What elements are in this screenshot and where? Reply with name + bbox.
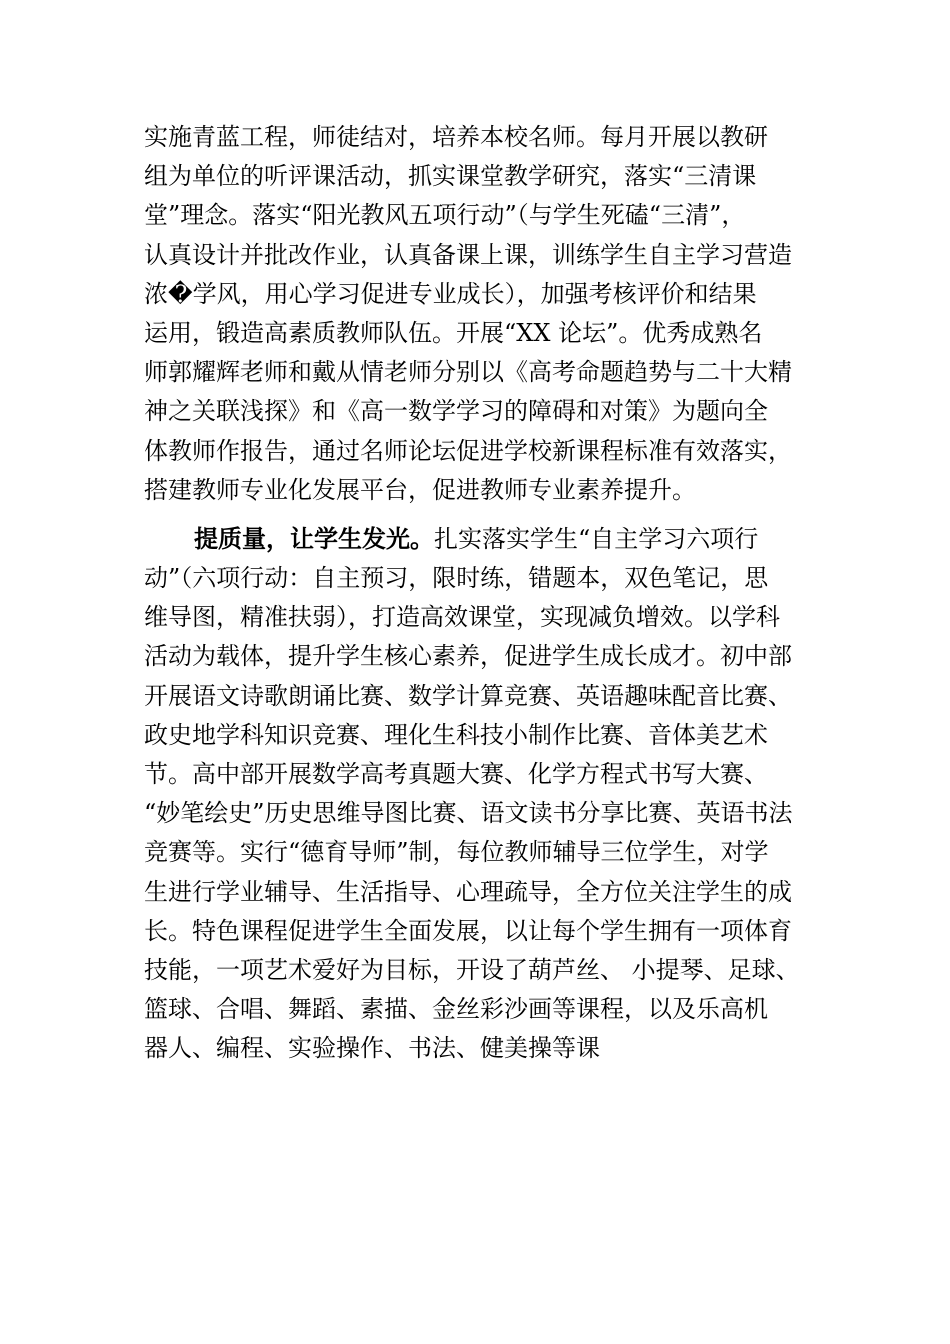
text-line: 生进行学业辅导、生活指导、心理疏导，全方位关注学生的成 xyxy=(144,877,792,906)
text-line: 堂”理念。落实“阳光教风五项行动”（与学生死磕“三清”， xyxy=(144,201,746,230)
text-line: 活动为载体，提升学生核心素养，促进学生成长成才。初中部 xyxy=(144,642,792,671)
text-line: 维导图，精准扶弱），打造高效课堂，实现减负增效。以学科 xyxy=(144,603,780,632)
text-line: 篮球、合唱、舞蹈、素描、金丝彩沙画等课程，以及乐高机 xyxy=(144,995,768,1024)
text-line: 神之关联浅探》和《高一数学学习的障碍和对策》为题向全 xyxy=(144,397,768,426)
text-line: 政史地学科知识竞赛、理化生科技小制作比赛、音体美艺术 xyxy=(144,720,768,749)
text-line: 动”（六项行动：自主预习，限时练，错题本，双色笔记，思 xyxy=(144,564,769,593)
text-line: 搭建教师专业化发展平台，促进教师专业素养提升。 xyxy=(144,475,696,504)
paragraph-heading: 提质量，让学生发光。 xyxy=(194,524,434,553)
text-line: 浓�学风，用心学习促进专业成长），加强考核评价和结果 xyxy=(144,279,757,308)
text-line: 节。高中部开展数学高考真题大赛、化学方程式书写大赛、 xyxy=(144,760,768,788)
text-line: 开展语文诗歌朗诵比赛、数学计算竞赛、英语趣味配音比赛、 xyxy=(144,681,792,710)
paragraph-first-line xyxy=(144,520,824,559)
text-line: 器人、编程、实验操作、书法、健美操等课 xyxy=(144,1034,600,1063)
text-line: 运用，锻造高素质教师队伍。开展“XX 论坛”。优秀成熟名 xyxy=(144,318,763,347)
text-segment: 扎实落实学生“自主学习六项行 xyxy=(434,524,759,553)
text-line: “妙笔绘史”历史思维导图比赛、语文读书分享比赛、英语书法 xyxy=(144,799,793,828)
paragraph-student-quality xyxy=(144,520,824,1069)
text-line: 技能，一项艺术爱好为目标，开设了葫芦丝、 小提琴、足球、 xyxy=(144,955,800,984)
document-body xyxy=(144,118,824,1069)
text-line: 竞赛等。实行“德育导师”制，每位教师辅导三位学生，对学 xyxy=(144,838,769,867)
text-line: 实施青蓝工程，师徒结对，培养本校名师。每月开展以教研 xyxy=(144,123,768,151)
text-line: 师郭耀辉老师和戴从情老师分别以《高考命题趋势与二十大精 xyxy=(144,358,792,387)
paragraph-teacher-development xyxy=(144,118,824,510)
text-line: 体教师作报告，通过名师论坛促进学校新课程标准有效落实， xyxy=(144,436,792,465)
text-line: 长。特色课程促进学生全面发展，以让每个学生拥有一项体育 xyxy=(144,916,792,945)
text-line: 组为单位的听评课活动，抓实课堂教学研究，落实“三清课 xyxy=(144,162,757,191)
text-line: 认真设计并批改作业，认真备课上课，训练学生自主学习营造 xyxy=(144,240,792,269)
